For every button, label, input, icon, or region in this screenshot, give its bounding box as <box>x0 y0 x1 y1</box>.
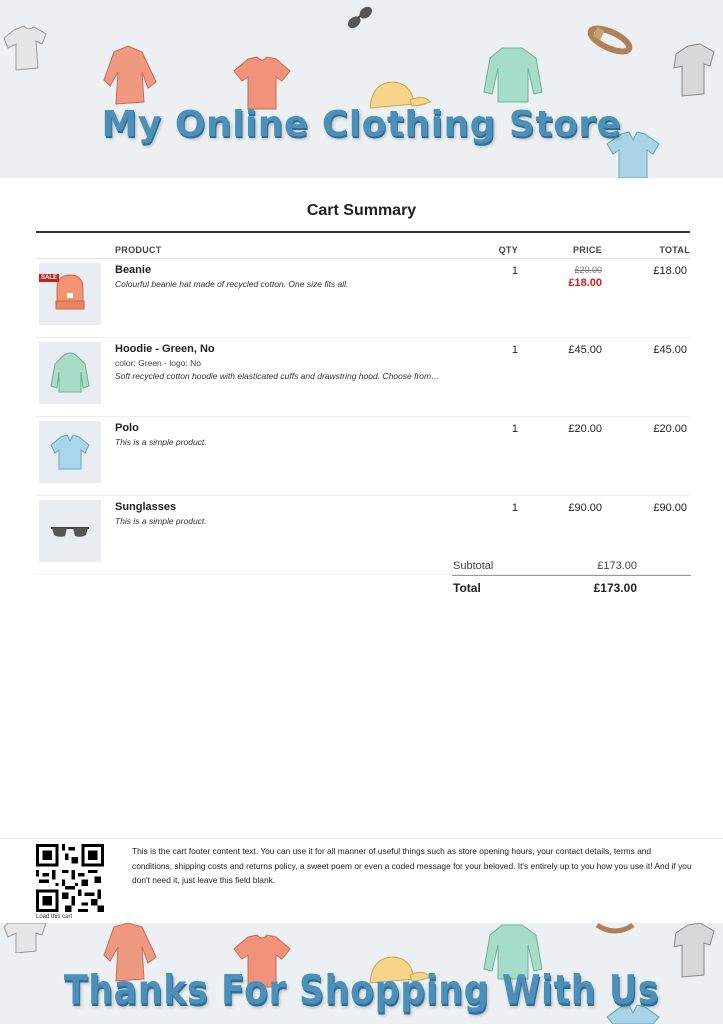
hoodie-icon <box>39 342 101 404</box>
belt-icon <box>585 20 635 60</box>
header-banner <box>0 0 723 178</box>
sale-price: £18.00 <box>568 277 602 289</box>
cart-table <box>36 240 690 575</box>
subtotal-label: Subtotal <box>453 560 494 572</box>
shirt-icon <box>670 40 723 102</box>
cart-heading: Cart Summary <box>306 202 417 219</box>
table-row <box>36 338 690 417</box>
product-name[interactable]: Beanie <box>115 264 152 276</box>
total-row <box>452 576 691 595</box>
sale-badge: SALE <box>41 275 58 281</box>
product-image[interactable] <box>39 263 101 325</box>
column-header-price: PRICE <box>518 240 602 259</box>
tshirt-icon <box>0 22 54 74</box>
product-qty: 1 <box>458 259 518 338</box>
product-name[interactable]: Sunglasses <box>115 501 177 513</box>
subtotal-row <box>452 560 691 576</box>
sunglasses-icon <box>342 0 376 34</box>
cart-footer <box>0 838 723 924</box>
divider <box>36 231 690 233</box>
longsleeve-icon <box>482 44 544 106</box>
product-total: £90.00 <box>602 496 690 575</box>
product-variation: color: Green · logo: No <box>115 358 201 368</box>
store-title: My Online Clothing Store <box>101 104 622 145</box>
product-total: £45.00 <box>602 338 690 417</box>
subtotal-value: £173.00 <box>597 560 637 572</box>
product-image[interactable] <box>39 421 101 483</box>
qr-label: Load this cart <box>36 914 73 920</box>
product-price: £90.00 <box>518 496 602 575</box>
footer-banner <box>0 923 723 1024</box>
belt-icon <box>595 923 635 935</box>
product-qty: 1 <box>458 417 518 496</box>
thumb-column-header <box>36 240 115 259</box>
column-header-product: PRODUCT <box>115 240 458 259</box>
product-name[interactable]: Polo <box>115 422 139 434</box>
product-description: Soft recycled cotton hoodie with elasticated cuffs and drawstring hood. Choose from… <box>115 371 440 381</box>
product-image[interactable] <box>39 500 101 562</box>
product-name[interactable]: Hoodie - Green, No <box>115 343 215 355</box>
total-value: £173.00 <box>593 581 637 595</box>
product-qty: 1 <box>458 338 518 417</box>
product-description: Colourful beanie hat made of recycled cotton. One size fits all. <box>115 279 349 289</box>
product-total: £18.00 <box>602 259 690 338</box>
product-price: £45.00 <box>518 338 602 417</box>
sunglasses-icon <box>39 500 101 562</box>
table-row <box>36 259 690 338</box>
beanie-icon <box>39 263 101 325</box>
table-row <box>36 417 690 496</box>
column-header-qty: QTY <box>458 240 518 259</box>
total-label: Total <box>453 581 481 595</box>
table-header <box>36 240 690 259</box>
tshirt-icon <box>0 923 54 953</box>
product-total: £20.00 <box>602 417 690 496</box>
qr-code[interactable] <box>36 844 104 912</box>
product-image[interactable] <box>39 342 101 404</box>
product-description: This is a simple product. <box>115 516 207 526</box>
footer-text: This is the cart footer content text. You can use it for all manner of useful things such as store opening hours, your contact details, terms and conditions, shipping costs and returns policy, a sweet poem or even a coded message for your beloved. It's entirely up to you how you use it! And if you don't need it, just leave this field blank. <box>132 846 692 885</box>
product-qty: 1 <box>458 496 518 575</box>
thanks-message: Thanks For Shopping With Us <box>63 968 660 1014</box>
product-description: This is a simple product. <box>115 437 207 447</box>
column-header-total: TOTAL <box>602 240 690 259</box>
regular-price: £20.00 <box>574 265 602 275</box>
cart-totals <box>452 560 691 595</box>
product-price: £20.00 <box>518 417 602 496</box>
polo-icon <box>39 421 101 483</box>
sweater-icon <box>100 42 162 110</box>
